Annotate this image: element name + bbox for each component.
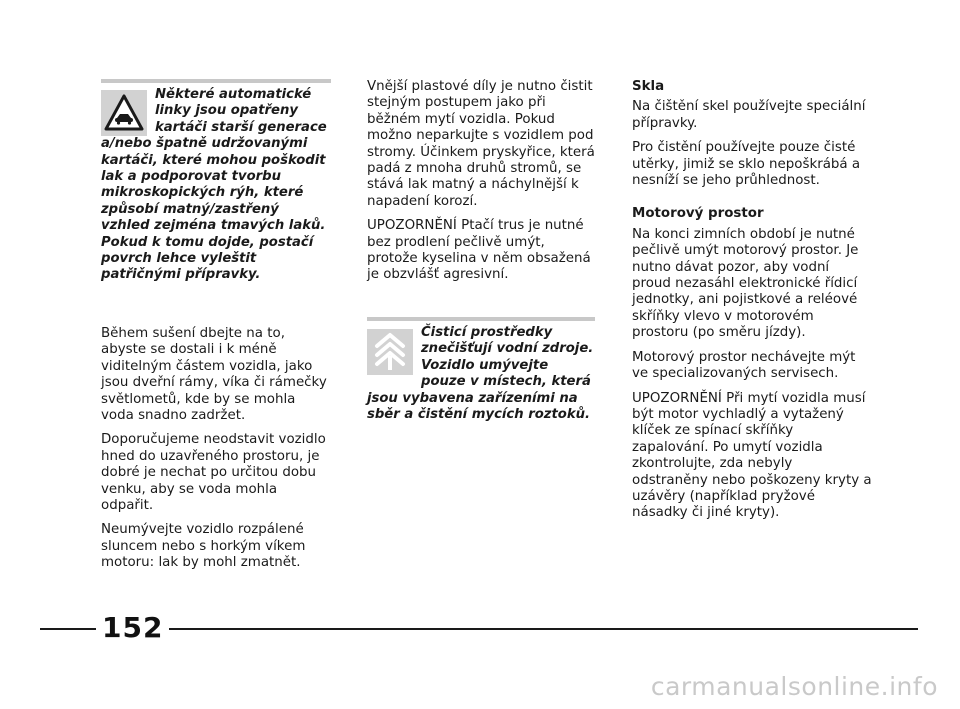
page-number: 152	[96, 611, 169, 645]
paragraph: Motorový prostor nechávejte mýt ve specializovaných servisech.	[632, 349, 856, 382]
warning-car-triangle-icon	[101, 90, 147, 136]
environment-note-text: Čisticí prostředky znečišťují vodní zdroje. Vozidlo umývejte pouze v místech, která jsou vybavena zařízeními na sběr a čistění mycích roztoků.	[367, 324, 594, 422]
paragraph: Během sušení dbejte na to, abyste se dostali i k méně viditelným částem vozidla, jako jsou dveřní rámy, víka či rámečky světlometů, kde by se mohla voda snadno zadržet.	[101, 325, 327, 423]
paragraph: Doporučujeme neodstavit vozidlo hned do uzavřeného prostoru, je dobré je nechat po určitou dobu venku, aby se voda mohla odpařit.	[101, 432, 326, 513]
footer-rule	[40, 628, 918, 630]
watermark: carmanualsonline.info	[650, 672, 938, 701]
paragraph: Na konci zimních období je nutné pečlivě umýt motorový prostor. Je nutno dávat pozor, aby vodní proud nezasáhl elektronické řídicí jednotky, ani pojistkové a reléové skříňky vlevo v motorovém prostoru (po směru jízdy).	[632, 226, 859, 341]
warning-note-text: Některé automatické linky jsou opatřeny kartáči starší generace a/nebo špatně udržovanými kartáči, které mohou poškodit lak a podporovat tvorbu mikroskopických rýh, které způsobí matný/zastřený vzhled zejména tmavých laků. Pokud k tomu dojde, postačí povrch lehce vyleštit patřičnými přípravky.	[101, 87, 327, 283]
middle-column	[367, 79, 595, 423]
left-column	[101, 79, 331, 580]
paragraph: UPOZORNĚNÍ Při mytí vozidla musí být motor vychladlý a vytažený klíček ze spínací skříňky zapalování. Po umytí vozidla zkontrolujte, zda nebyly odstraněny nebo poškozeny kryty a uzávěry (například pryžové násadky či jiné kryty).	[632, 390, 872, 521]
paragraph: Vnější plastové díly je nutno čistit stejným postupem jako při běžném mytí vozidla. Pokud možno neparkujte s vozidlem pod stromy. Účinkem pryskyřice, která padá z mnoha druhů stromů, se stává lak matný a náchylnější k napadení korozí.	[367, 79, 595, 209]
environment-note	[367, 325, 595, 423]
section-heading-engine: Motorový prostor	[632, 206, 764, 222]
paragraph: Na čištění skel používejte speciální přípravky.	[632, 99, 866, 131]
warning-note-rule	[101, 79, 331, 83]
paragraph: Pro čistění používejte pouze čisté utěrky, jimiž se sklo nepoškrábá a nesníží se jeho průhlednost.	[632, 140, 861, 189]
right-column	[632, 79, 872, 530]
env-note-rule	[367, 317, 595, 321]
tree-environment-icon	[367, 329, 413, 375]
section-heading-glass: Skla	[632, 79, 665, 94]
warning-note	[101, 87, 331, 284]
paragraph: Neumývejte vozidlo rozpálené sluncem nebo s horkým víkem motoru: lak by mohl zmatnět.	[101, 522, 306, 571]
paragraph: UPOZORNĚNÍ Ptačí trus je nutné bez prodlení pečlivě umýt, protože kyselina v něm obsažená je obzvlášť agresivní.	[367, 218, 591, 283]
